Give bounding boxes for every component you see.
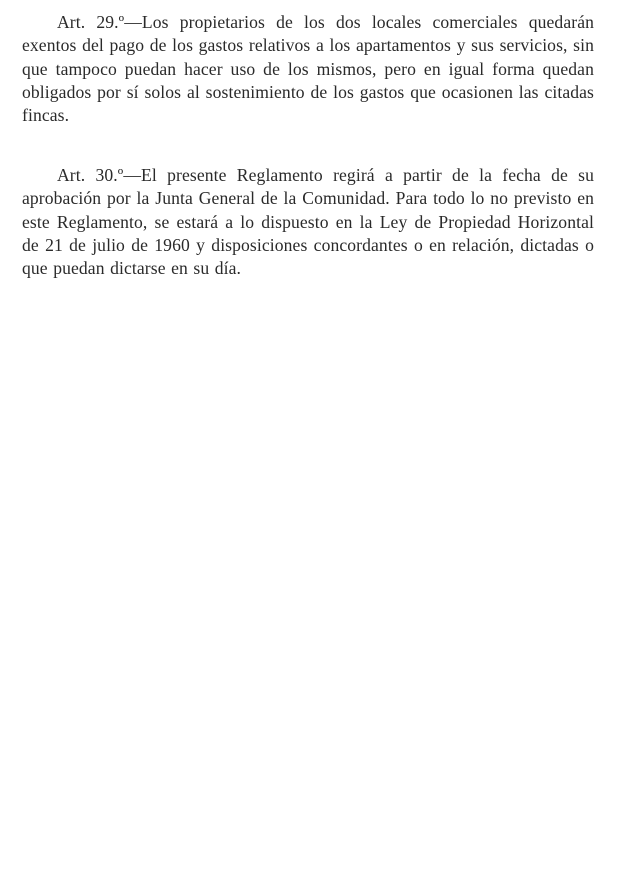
article-29-paragraph: Art. 29.º—Los propietarios de los dos locales comerciales quedarán exentos del pago de los gastos relativos a los apartamentos y sus servicios, sin que tampoco puedan hacer uso de los mismos, pero en igual forma quedan obligados por sí solos al sostenimiento de los gastos que ocasionen las citadas fincas. (22, 12, 594, 126)
article-30-paragraph: Art. 30.º—El presente Reglamento regirá a partir de la fecha de su aprobación por la Junta General de la Comunidad. Para todo lo no previsto en este Reglamento, se estará a lo dispuesto en la Ley de Propiedad Horizontal de 21 de julio de 1960 y disposiciones concordantes o en relación, dictadas o que puedan dictarse en su día. (22, 165, 594, 279)
